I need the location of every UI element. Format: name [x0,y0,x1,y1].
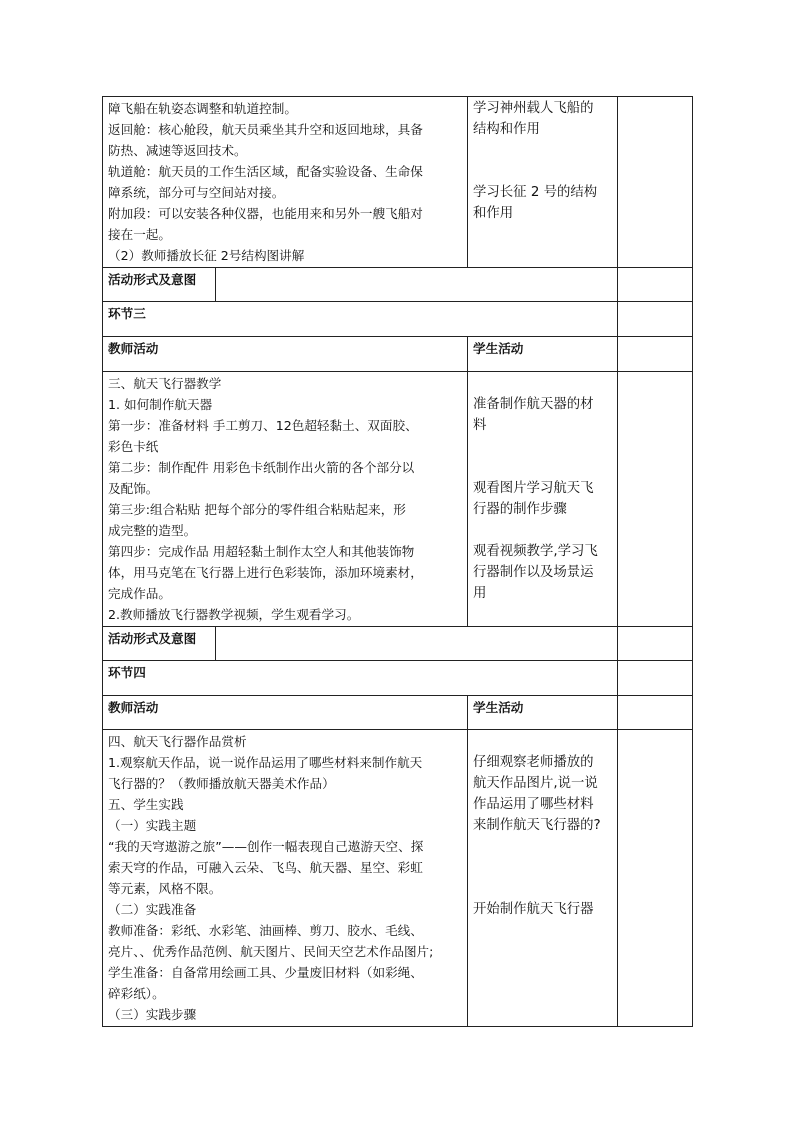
empty-cell [618,302,693,337]
text-line: 第二步：制作配件 用彩色卡纸制作出火箭的各个部分以 [108,460,415,475]
text-line: 第三步:组合粘贴 把每个部分的零件组合粘贴起来，形 [108,502,406,517]
text-line: 体，用马克笔在飞行器上进行色彩装饰，添加环境素材， [108,565,423,580]
activity-form-value [216,268,618,302]
text-line: 结构和作用 [473,122,540,137]
text-line: 障飞船在轨姿态调整和轨道控制。 [108,101,297,116]
text-line: 行器制作以及场景运 [473,565,594,580]
text-line: 准备制作航天器的材 [473,397,594,412]
teacher-activity-cell [103,730,468,1027]
empty-cell [618,97,693,268]
student-activity-cell [468,372,618,627]
empty-cell [618,696,693,730]
content-row-continued [103,97,693,268]
text-line: 仔细观察老师播放的 [473,755,594,770]
activity-form-label: 活动形式及意图 [103,627,216,661]
text-line: 五、学生实践 [108,797,184,812]
empty-cell [618,627,693,661]
student-activity-header: 学生活动 [468,337,618,372]
text-line: 防热、减速等返回技术。 [108,143,247,158]
text-line: 接在一起。 [108,227,171,242]
text-line: 三、航天飞行器教学 [108,376,222,391]
text-line: （2）教师播放长征 2号结构图讲解 [108,248,305,263]
empty-cell [618,730,693,1027]
teacher-activity-header: 教师活动 [103,337,468,372]
activity-form-value [216,627,618,661]
student-activity-header: 学生活动 [468,696,618,730]
teacher-activity-header: 教师活动 [103,696,468,730]
text-line: 等元素，风格不限。 [108,881,222,896]
column-header-row [103,696,693,730]
text-line: 料 [473,418,487,433]
text-line: 轨道舱：航天员的工作生活区域，配备实验设备、生命保 [108,164,423,179]
empty-cell [618,268,693,302]
text-line: 障系统，部分可与空间站对接。 [108,185,285,200]
content-row [103,372,693,627]
text-line: 四、航天飞行器作品赏析 [108,734,247,749]
text-line: 和作用 [473,206,514,221]
student-activity-cell [468,730,618,1027]
text-line: 2.教师播放飞行器教学视频，学生观看学习。 [108,607,360,622]
teacher-activity-cell [103,97,468,268]
text-line: 飞行器的？（教师播放航天器美术作品） [108,776,335,791]
text-line: 1.观察航天作品，说一说作品运用了哪些材料来制作航天 [108,755,423,770]
text-line: 学生准备：自备常用绘画工具、少量废旧材料（如彩绳、 [108,965,423,980]
content-row [103,730,693,1027]
empty-cell [618,337,693,372]
section-header: 环节三 [103,302,618,337]
text-line: 航天作品图片,说一说 [473,776,598,791]
text-line: 彩色卡纸 [108,439,159,454]
text-line: （一）实践主题 [108,818,197,833]
text-line: 第四步：完成作品 用超轻黏土制作太空人和其他装饰物 [108,544,415,559]
text-line: 附加段：可以安装各种仪器，也能用来和另外一艘飞船对 [108,206,423,221]
student-activity-cell [468,97,618,268]
text-line: 观看视频教学,学习飞 [473,544,598,559]
activity-form-label: 活动形式及意图 [103,268,216,302]
text-line: 观看图片学习航天飞 [473,481,594,496]
text-line: 学习神州载人飞船的 [473,101,594,116]
text-line: 索天穹的作品，可融入云朵、飞鸟、航天器、星空、彩虹 [108,860,423,875]
text-line: 用 [473,586,487,601]
text-line: （二）实践准备 [108,902,197,917]
text-line: 教师准备：彩纸、水彩笔、油画棒、剪刀、胶水、毛线、 [108,923,423,938]
teacher-activity-cell [103,372,468,627]
text-line: 完成作品。 [108,586,171,601]
activity-form-row [103,268,693,302]
text-line: 行器的制作步骤 [473,502,567,517]
text-line: 亮片、、优秀作品范例、航天图片、民间天空艺术作品图片; [108,944,434,959]
text-line: “我的天穹遨游之旅”——创作一幅表现自己遨游天空、探 [108,839,424,854]
section-header-row [103,661,693,696]
text-line: 及配饰。 [108,481,159,496]
section-header: 环节四 [103,661,618,696]
empty-cell [618,372,693,627]
activity-form-row [103,627,693,661]
text-line: 学习长征 2 号的结构 [473,185,598,200]
text-line: 作品运用了哪些材料 [473,797,594,812]
text-line: 碎彩纸）。 [108,986,165,1001]
text-line: 返回舱：核心舱段，航天员乘坐其升空和返回地球，具备 [108,122,423,137]
text-line: 成完整的造型。 [108,523,197,538]
text-line: （三）实践步骤 [108,1007,197,1022]
section-header-row [103,302,693,337]
text-line: 开始制作航天飞行器 [473,902,594,917]
empty-cell [618,661,693,696]
text-line: 1. 如何制作航天器 [108,397,213,412]
column-header-row [103,337,693,372]
text-line: 第一步：准备材料 手工剪刀、12色超轻黏土、双面胶、 [108,418,418,433]
lesson-plan-table [102,96,693,1027]
text-line: 来制作航天飞行器的? [473,818,601,833]
